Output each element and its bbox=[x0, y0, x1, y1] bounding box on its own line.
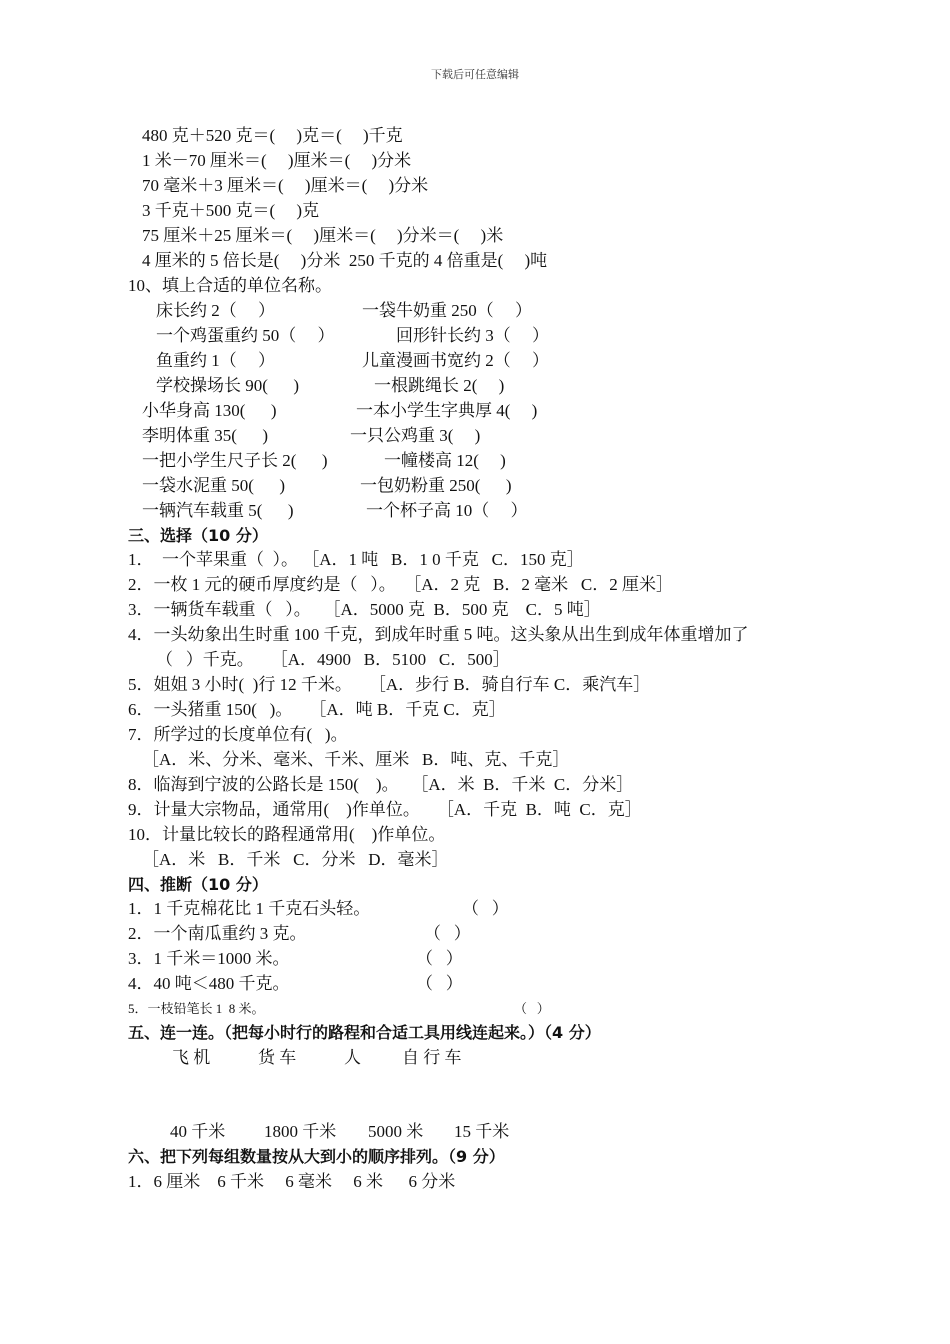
conversion-line: 75 厘米＋25 厘米＝( )厘米＝( )分米＝( )米 bbox=[142, 226, 504, 245]
unit-item: 回形针长约 3（ ） bbox=[396, 326, 549, 345]
unit-item: 一幢楼高 12( ) bbox=[384, 451, 506, 470]
vehicle-label: 人 bbox=[344, 1048, 361, 1067]
speed-label: 5000 米 bbox=[368, 1122, 424, 1141]
choice-question: 1． 一个苹果重（ ）。 ［A．1 吨 B．1 0 千克 C．150 克］ bbox=[128, 550, 584, 569]
unit-item: 小华身高 130( ) bbox=[142, 401, 277, 420]
unit-item: 一个鸡蛋重约 50（ ） bbox=[156, 326, 335, 345]
unit-item: 一根跳绳长 2( ) bbox=[374, 376, 505, 395]
question-10-title: 10、填上合适的单位名称。 bbox=[128, 276, 332, 295]
choice-options: ［A．米 B．千米 C．分米 D．毫米］ bbox=[142, 850, 449, 869]
unit-item: 一辆汽车载重 5( ) bbox=[142, 501, 294, 520]
unit-item: 一包奶粉重 250( ) bbox=[360, 476, 512, 495]
choice-question: 9．计量大宗物品，通常用( )作单位。 ［A．千克 B．吨 C．克］ bbox=[128, 800, 642, 819]
section-3-heading: 三、选择（10 分） bbox=[128, 526, 268, 545]
unit-item: 李明体重 35( ) bbox=[142, 426, 269, 445]
speed-label: 1800 千米 bbox=[264, 1122, 337, 1141]
judge-question: 4．40 吨＜480 千克。 bbox=[128, 974, 290, 993]
section-5-heading: 五、连一连。（把每小时行的路程和合适工具用线连起来。）（4 分） bbox=[128, 1023, 601, 1042]
unit-item: 一把小学生尺子长 2( ) bbox=[142, 451, 328, 470]
unit-item: 儿童漫画书宽约 2（ ） bbox=[362, 351, 549, 370]
unit-item: 鱼重约 1（ ） bbox=[156, 351, 275, 370]
section-6-heading: 六、把下列每组数量按从大到小的顺序排列。（9 分） bbox=[128, 1147, 505, 1166]
speed-label: 40 千米 bbox=[170, 1122, 226, 1141]
choice-question: 7．所学过的长度单位有( )。 bbox=[128, 725, 348, 744]
answer-blank: （ ） bbox=[424, 924, 471, 943]
unit-item: 一本小学生字典厚 4( ) bbox=[356, 401, 538, 420]
conversion-line: 480 克＋520 克＝( )克＝( )千克 bbox=[142, 126, 403, 145]
choice-question-cont: （ ）千克。 ［A．4900 B．5100 C．500］ bbox=[156, 650, 510, 669]
unit-item: 学校操场长 90( ) bbox=[156, 376, 300, 395]
answer-blank: （ ） bbox=[416, 949, 463, 968]
judge-question: 1．1 千克棉花比 1 千克石头轻。 bbox=[128, 899, 371, 918]
choice-question: 2．一枚 1 元的硬币厚度约是（ ）。 ［A．2 克 B．2 毫米 C．2 厘米］ bbox=[128, 575, 673, 594]
conversion-line: 1 米－70 厘米＝( )厘米＝( )分米 bbox=[142, 151, 412, 170]
judge-question: 2．一个南瓜重约 3 克。 bbox=[128, 924, 307, 943]
unit-item: 一只公鸡重 3( ) bbox=[350, 426, 481, 445]
judge-question: 3．1 千米＝1000 米。 bbox=[128, 949, 290, 968]
page-header-note: 下载后可任意编辑 bbox=[431, 68, 519, 81]
choice-question: 4．一头幼象出生时重 100 千克，到成年时重 5 吨。这头象从出生到成年体重增加了 bbox=[128, 625, 749, 644]
vehicle-label: 货 车 bbox=[258, 1048, 297, 1067]
choice-options: ［A．米、分米、毫米、千米、厘米 B．吨、克、千克］ bbox=[142, 750, 570, 769]
choice-question: 3．一辆货车载重（ ）。 ［A．5000 克 B．500 克 C．5 吨］ bbox=[128, 600, 601, 619]
choice-question: 8．临海到宁波的公路长是 150( )。 ［A．米 B．千米 C．分米］ bbox=[128, 775, 634, 794]
section-4-heading: 四、推断（10 分） bbox=[128, 875, 268, 894]
vehicle-label: 飞 机 bbox=[172, 1048, 211, 1067]
unit-item: 一袋牛奶重 250（ ） bbox=[362, 301, 532, 320]
choice-question: 10．计量比较长的路程通常用( )作单位。 bbox=[128, 825, 446, 844]
conversion-line: 70 毫米＋3 厘米＝( )厘米＝( )分米 bbox=[142, 176, 429, 195]
unit-item: 床长约 2（ ） bbox=[156, 301, 275, 320]
unit-item: 一袋水泥重 50( ) bbox=[142, 476, 286, 495]
answer-blank: （ ） bbox=[514, 1001, 550, 1016]
speed-label: 15 千米 bbox=[454, 1122, 510, 1141]
conversion-line: 4 厘米的 5 倍长是( )分米 250 千克的 4 倍重是( )吨 bbox=[142, 251, 548, 270]
choice-question: 5．姐姐 3 小时( )行 12 千米。 ［A．步行 B．骑自行车 C．乘汽车］ bbox=[128, 675, 651, 694]
conversion-line: 3 千克＋500 克＝( )克 bbox=[142, 201, 320, 220]
answer-blank: （ ） bbox=[416, 974, 463, 993]
unit-item: 一个杯子高 10（ ） bbox=[366, 501, 528, 520]
answer-blank: （ ） bbox=[462, 899, 509, 918]
vehicle-label: 自 行 车 bbox=[402, 1048, 462, 1067]
judge-question: 5．一枝铅笔长 1 8 米。 bbox=[128, 1001, 265, 1016]
choice-question: 6．一头猪重 150( )。 ［A．吨 B．千克 C．克］ bbox=[128, 700, 506, 719]
ordering-question: 1．6 厘米 6 千米 6 毫米 6 米 6 分米 bbox=[128, 1172, 456, 1191]
